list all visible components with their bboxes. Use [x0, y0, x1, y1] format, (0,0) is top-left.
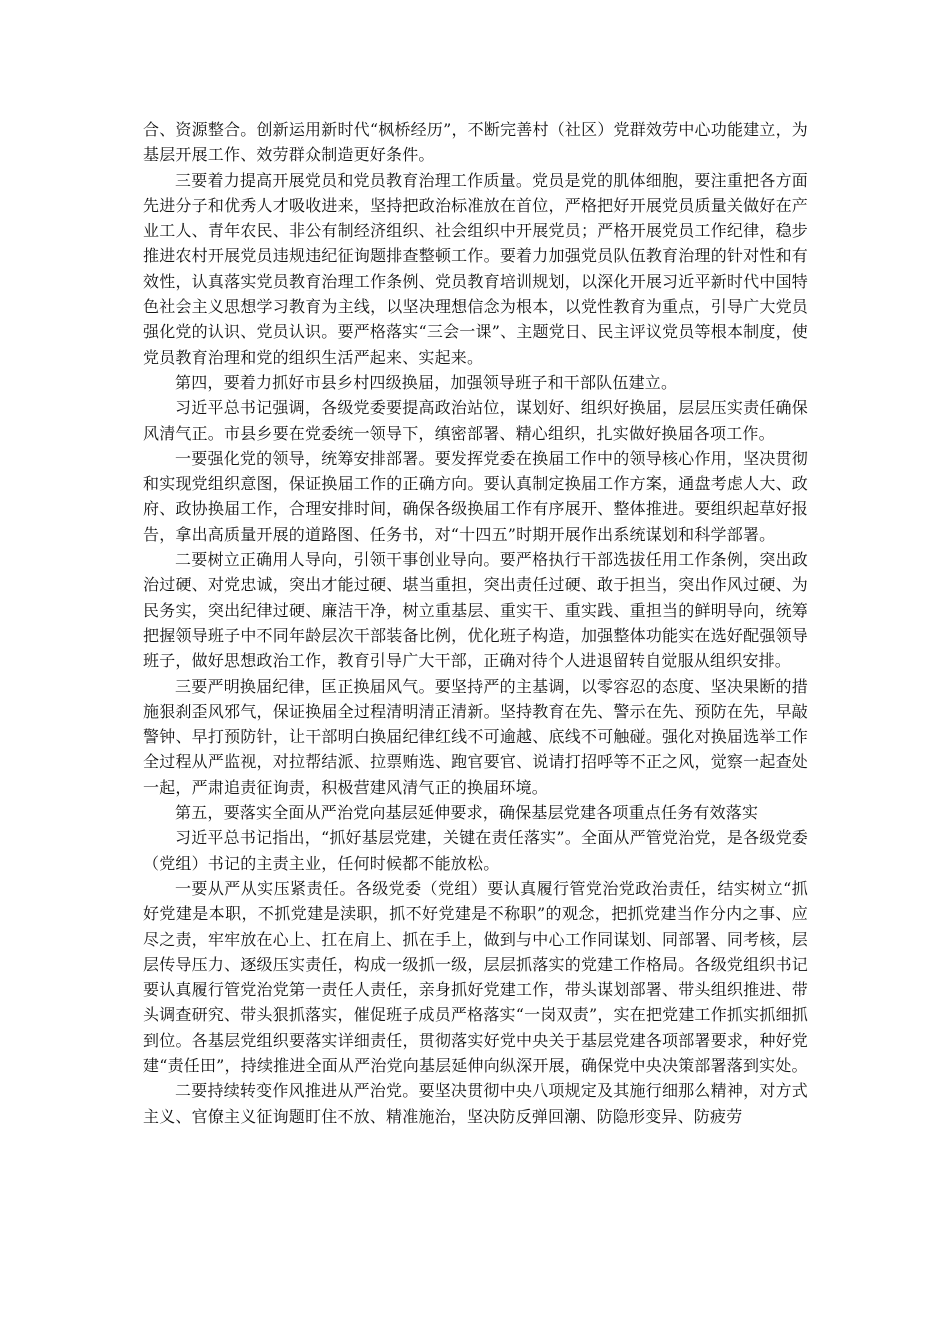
paragraph: 三要着力提高开展党员和党员教育治理工作质量。党员是党的肌体细胞，要注重把各方面先进分子和优秀人才吸收进来，坚持把政治标准放在首位，严格把好开展党员质量关做好在产业工人、青年农民、非公有制经济组织、社会组织中开展党员；严格开展党员工作纪律，稳步推进农村开展党员违规违纪征询题排查整顿工作。要着力加强党员队伍教育治理的针对性和有效性，认真落实党员教育治理工作条例、党员教育培训规划，以深化开展习近平新时代中国特色社会主义思想学习教育为主线，以坚决理想信念为根本，以党性教育为重点，引导广大党员强化党的认识、党员认识。要严格落实“三会一课”、主题党日、民主评议党员等根本制度，使党员教育治理和党的组织生活严起来、实起来。	[143, 170, 808, 367]
section-heading: 第五，要落实全面从严治党向基层延伸要求，确保基层党建各项重点任务有效落实	[175, 803, 759, 823]
paragraph: 习近平总书记强调，各级党委要提高政治站位，谋划好、组织好换届，层层压实责任确保风清气正。市县乡要在党委统一领导下，缜密部署、精心组织，扎实做好换届各项工作。	[143, 398, 808, 443]
paragraph: 一要从严从实压紧责任。各级党委（党组）要认真履行管党治党政治责任，结实树立“抓好党建是本职，不抓党建是渎职，抓不好党建是不称职”的观念，把抓党建当作分内之事、应尽之责，牢牢放在心上、扛在肩上、抓在手上，做到与中心工作同谋划、同部署、同考核，层层传导压力、逐级压实责任，构成一级抓一级，层层抓落实的党建工作格局。各级党组织书记要认真履行管党治党第一责任人责任，亲身抓好党建工作，带头谋划部署、带头组织推进、带头调查研究、带头狠抓落实，催促班子成员严格落实“一岗双责”，实在把党建工作抓实抓细抓到位。各基层党组织要落实详细责任，贯彻落实好党中央关于基层党建各项部署要求，种好党建“责任田”，持续推进全面从严治党向基层延伸向纵深开展，确保党中央决策部署落到实处。	[143, 878, 808, 1075]
paragraph: 二要持续转变作风推进从严治党。要坚决贯彻中央八项规定及其施行细那么精神，对方式主义、官僚主义征询题盯住不放、精准施治，坚决防反弹回潮、防隐形变异、防疲劳	[143, 1081, 808, 1126]
paragraph: 二要树立正确用人导向，引领干事创业导向。要严格执行干部选拔任用工作条例，突出政治过硬、对党忠诚，突出才能过硬、堪当重担，突出责任过硬、敢于担当，突出作风过硬、为民务实，突出纪律过硬、廉洁干净，树立重基层、重实干、重实践、重担当的鲜明导向，统筹把握领导班子中不同年龄层次干部装备比例，优化班子构造，加强整体功能实在选好配强领导班子，做好思想政治工作，教育引导广大干部，正确对待个人进退留转自觉服从组织安排。	[143, 550, 808, 671]
paragraph: 一要强化党的领导，统筹安排部署。要发挥党委在换届工作中的领导核心作用，坚决贯彻和实现党组织意图，保证换届工作的正确方向。要认真制定换届工作方案，通盘考虑人大、政府、政协换届工作，合理安排时间，确保各级换届工作有序展开、整体推进。要组织起草好报告，拿出高质量开展的道路图、任务书，对“十四五”时期开展作出系统谋划和科学部署。	[143, 448, 808, 544]
paragraph: 合、资源整合。创新运用新时代“枫桥经历”，不断完善村（社区）党群效劳中心功能建立，为基层开展工作、效劳群众制造更好条件。	[143, 120, 808, 165]
paragraph: 习近平总书记指出，“抓好基层党建，关键在责任落实”。全面从严管党治党，是各级党委（党组）书记的主责主业，任何时候都不能放松。	[143, 828, 808, 873]
section-heading: 第四，要着力抓好市县乡村四级换届，加强领导班子和干部队伍建立。	[175, 372, 678, 392]
document-body	[143, 117, 808, 1129]
paragraph: 三要严明换届纪律，匡正换届风气。要坚持严的主基调，以零容忍的态度、坚决果断的措施狠刹歪风邪气，保证换届全过程清明清正清新。坚持教育在先、警示在先、预防在先，早敲警钟、早打预防针，让干部明白换届纪律红线不可逾越、底线不可触碰。强化对换届选举工作全过程从严监视，对拉帮结派、拉票贿选、跑官要官、说请打招呼等不正之风，觉察一起查处一起，严肃追责征询责，积极营建风清气正的换届环境。	[143, 676, 808, 797]
